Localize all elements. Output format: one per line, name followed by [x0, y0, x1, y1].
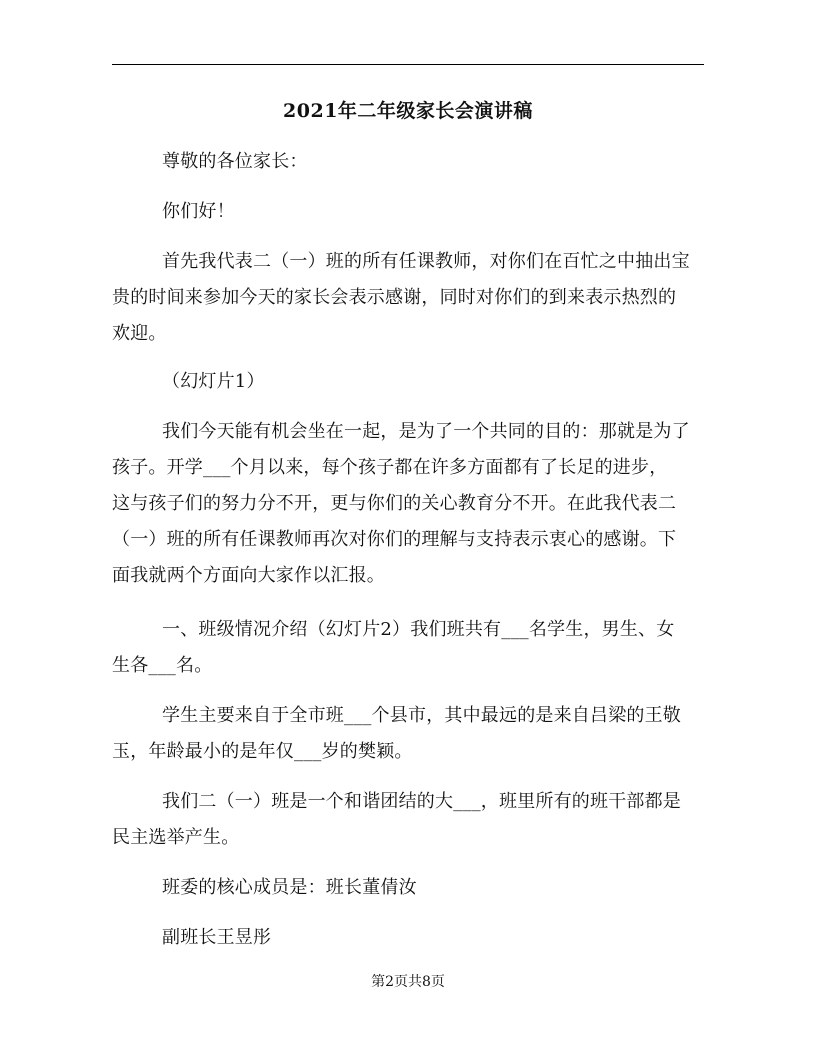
text-line: 欢迎。 — [112, 323, 167, 344]
paragraph — [112, 364, 754, 400]
paragraph — [112, 144, 754, 180]
page-number-footer: 第2页共8页 — [371, 974, 445, 990]
text-line: 学生主要来自于全市班___个县市，其中最远的是来自吕梁的王敬 — [162, 705, 681, 726]
header-rule — [112, 64, 704, 65]
text-line: 尊敬的各位家长： — [162, 151, 308, 172]
text-line: 首先我代表二（一）班的所有任课教师，对你们在百忙之中抽出宝 — [162, 251, 690, 272]
paragraph — [112, 612, 704, 684]
text-line: 面我就两个方面向大家作以汇报。 — [112, 565, 385, 586]
text-line: （一）班的所有任课教师再次对你们的理解与支持表示衷心的感谢。下 — [112, 529, 677, 550]
text-line: 副班长王昱彤 — [162, 927, 272, 948]
text-line: 孩子。开学___个月以来，每个孩子都在许多方面都有了长足的进步， — [112, 457, 668, 478]
paragraph — [112, 870, 754, 906]
paragraph — [112, 244, 704, 352]
text-line: 民主选举产生。 — [112, 827, 240, 848]
text-line: 我们二（一）班是一个和谐团结的大___，班里所有的班干部都是 — [162, 791, 681, 812]
paragraph — [112, 920, 754, 956]
text-line: 班委的核心成员是：班长董倩汝 — [162, 877, 417, 898]
text-line: 这与孩子们的努力分不开，更与你们的关心教育分不开。在此我代表二 — [112, 493, 677, 514]
text-line: 你们好！ — [162, 201, 235, 222]
text-line: （幻灯片1） — [162, 371, 265, 392]
paragraph — [112, 698, 704, 770]
paragraph — [112, 414, 704, 594]
page-title: 2021年二年级家长会演讲稿 — [283, 100, 533, 122]
paragraph — [112, 784, 704, 856]
text-line: 贵的时间来参加今天的家长会表示感谢，同时对你们的到来表示热烈的 — [112, 287, 677, 308]
text-line: 生各___名。 — [112, 655, 213, 676]
text-line: 玉，年龄最小的是年仅___岁的樊颖。 — [112, 741, 413, 762]
text-line: 我们今天能有机会坐在一起，是为了一个共同的目的：那就是为了 — [162, 421, 690, 442]
paragraph — [112, 194, 754, 230]
text-line: 一、班级情况介绍（幻灯片2）我们班共有___名学生，男生、女 — [162, 619, 675, 640]
